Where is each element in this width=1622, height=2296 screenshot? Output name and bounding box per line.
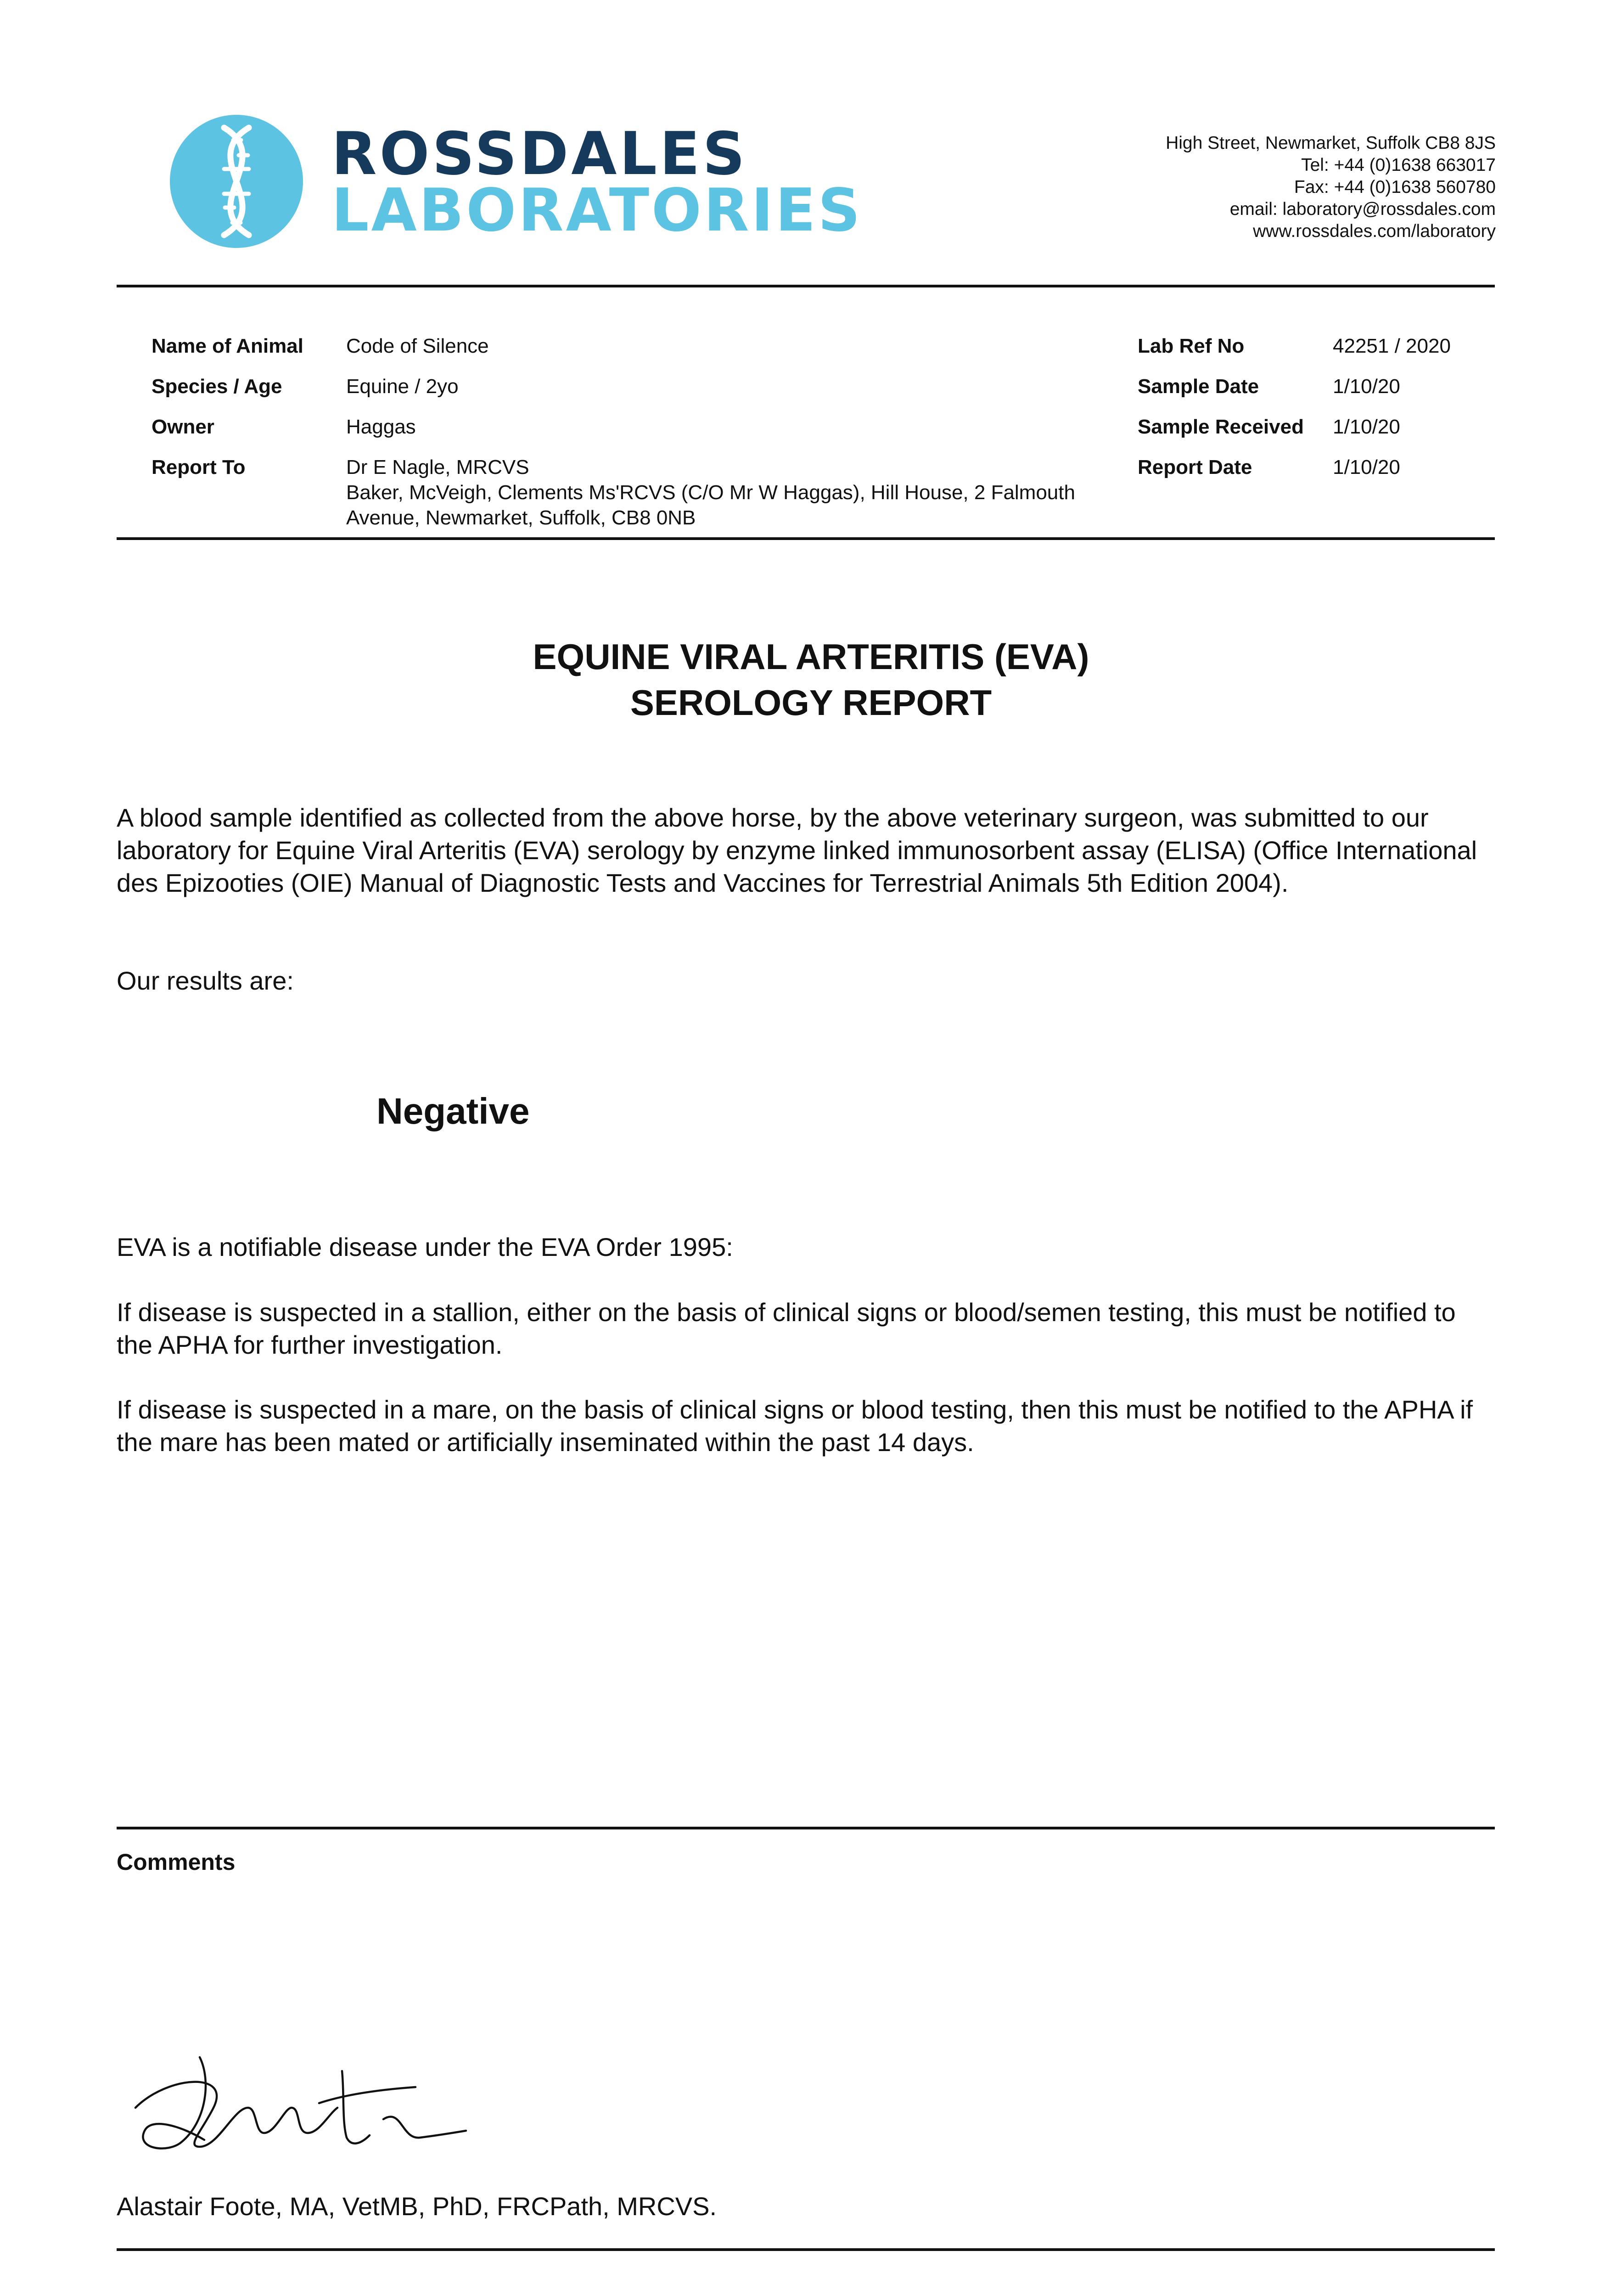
signature-image — [126, 2039, 480, 2163]
result-value: Negative — [376, 1091, 530, 1131]
report-title — [0, 634, 1622, 726]
details-divider — [117, 537, 1495, 540]
value-report-to-line2: Baker, McVeigh, Clements Ms'RCVS (C/O Mr W Haggas), Hill House, 2 Falmouth — [346, 481, 1075, 504]
report-title-line1: EQUINE VIRAL ARTERITIS (EVA) — [533, 636, 1089, 677]
label-species-age: Species / Age — [152, 375, 282, 398]
value-report-to-line1: Dr E Nagle, MRCVS — [346, 456, 529, 478]
label-report-date: Report Date — [1138, 456, 1252, 478]
footer-divider — [117, 2248, 1495, 2251]
label-report-to: Report To — [152, 456, 246, 478]
signatory-name: Alastair Foote, MA, VetMB, PhD, FRCPath, MRCVS. — [117, 2192, 717, 2221]
dna-logo-icon — [170, 115, 303, 248]
mare-paragraph: If disease is suspected in a mare, on the basis of clinical signs or blood testing, then this must be notified to the APHA if the mare has been mated or artificially inseminated within the past 14 days. — [117, 1395, 1473, 1457]
label-name-of-animal: Name of Animal — [152, 335, 303, 357]
value-owner: Haggas — [346, 416, 416, 438]
contact-email[interactable]: email: laboratory@rossdales.com — [1229, 199, 1496, 219]
value-name-of-animal: Code of Silence — [346, 335, 489, 357]
value-lab-ref-no: 42251 / 2020 — [1333, 335, 1451, 357]
results-intro: Our results are: — [117, 966, 294, 995]
label-sample-received: Sample Received — [1138, 416, 1304, 438]
label-lab-ref-no: Lab Ref No — [1138, 335, 1245, 357]
value-sample-date: 1/10/20 — [1333, 375, 1400, 398]
value-species-age: Equine / 2yo — [346, 375, 459, 398]
contact-block — [945, 132, 1496, 242]
label-sample-date: Sample Date — [1138, 375, 1259, 398]
comments-divider — [117, 1827, 1495, 1829]
logo-wordmark-line2: LABORATORIES — [331, 176, 863, 245]
intro-paragraph: A blood sample identified as collected from the above horse, by the above veterinary surgeon, was submitted to our laboratory for Equine Viral Arteritis (EVA) serology by enzyme linked immunosorbent assay (ELISA) (Office International des Epizooties (OIE) Manual of Diagnostic Tests and Vaccines for Terrestrial Animals 5th Edition 2004). — [117, 803, 1477, 897]
label-owner: Owner — [152, 416, 214, 438]
comments-label: Comments — [117, 1849, 236, 1875]
report-title-line2: SEROLOGY REPORT — [630, 682, 992, 723]
logo-wordmark-line1: ROSSDALES — [331, 120, 748, 188]
value-report-date: 1/10/20 — [1333, 456, 1400, 478]
notifiable-paragraph: EVA is a notifiable disease under the EVA Order 1995: — [117, 1232, 733, 1261]
value-report-to-line3: Avenue, Newmarket, Suffolk, CB8 0NB — [346, 506, 696, 529]
value-sample-received: 1/10/20 — [1333, 416, 1400, 438]
stallion-paragraph: If disease is suspected in a stallion, either on the basis of clinical signs or blood/semen testing, this must be notified to the APHA for further investigation. — [117, 1298, 1456, 1359]
contact-fax: Fax: +44 (0)1638 560780 — [1294, 177, 1496, 197]
contact-address: High Street, Newmarket, Suffolk CB8 8JS — [1166, 133, 1496, 153]
contact-website[interactable]: www.rossdales.com/laboratory — [1253, 221, 1496, 241]
header-divider — [117, 285, 1495, 287]
contact-tel: Tel: +44 (0)1638 663017 — [1301, 155, 1496, 175]
